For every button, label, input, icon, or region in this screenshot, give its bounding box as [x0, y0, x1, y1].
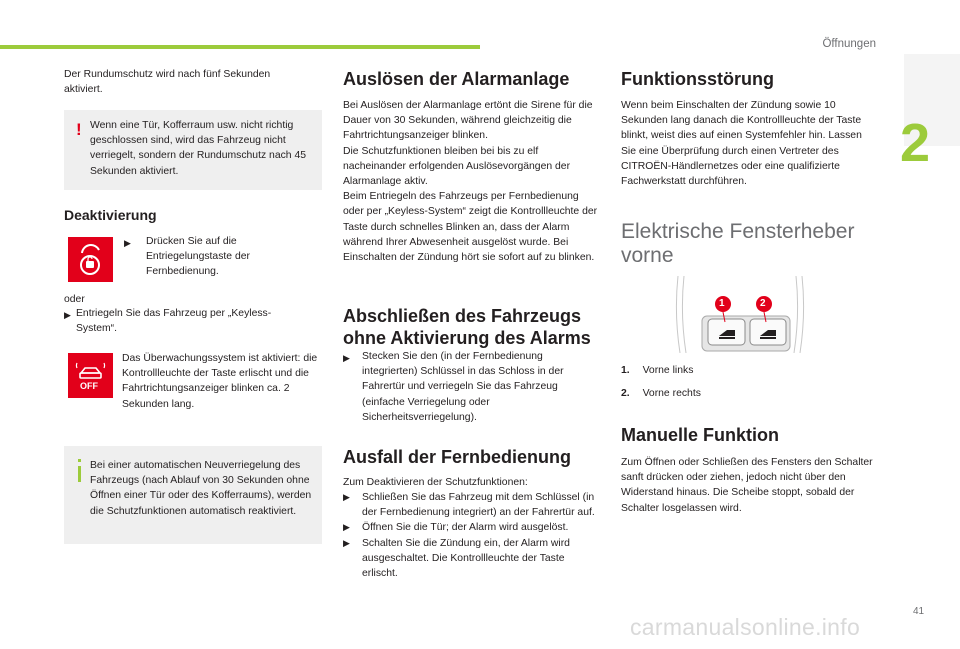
bullet-icon: ▶: [343, 353, 350, 363]
remote-intro: Zum Deaktivieren der Schutzfunktionen:: [343, 477, 528, 488]
deactivation-step: Drücken Sie auf die Entriegelungstaste der Fernbedienung.: [146, 236, 250, 278]
off-label: OFF: [80, 381, 98, 391]
callout-2: 2: [760, 298, 766, 309]
list-item: [343, 490, 601, 520]
warning-box: [64, 110, 322, 190]
header-accent-bar: [0, 45, 480, 49]
callout-1: 1: [719, 298, 725, 309]
info-icon: [78, 466, 81, 482]
lock-step: Stecken Sie den (in der Fernbedienung integrierten) Schlüssel in das Schloss in der Fahrertür und verriegeln Sie das Fahrzeug (einfache Verriegelung oder Sicherheitsverriegelung).: [362, 351, 564, 423]
remote-heading: Ausfall der Fernbedienung: [343, 447, 572, 467]
legend-text: Vorne rechts: [642, 388, 701, 399]
window-switch-illustration: [672, 276, 808, 353]
remote-step-1: Schließen Sie das Fahrzeug mit dem Schlüssel (in der Fernbedienung integriert) an der Fahrertür auf.: [362, 492, 595, 519]
legend-num: 2.: [621, 388, 630, 399]
bullet-icon: ▶: [64, 310, 71, 320]
alarm-heading: Auslösen der Alarmanlage: [343, 69, 570, 89]
remote-step-2: Öffnen Sie die Tür; der Alarm wird ausgelöst.: [362, 522, 569, 534]
manual-heading: Manuelle Funktion: [621, 425, 780, 445]
watermark: carmanualsonline.info: [630, 614, 861, 640]
lock-heading: Abschließen des Fahrzeugs ohne Aktivierung des Alarms: [343, 306, 591, 348]
bullet-icon: ▶: [343, 537, 350, 548]
legend-item-2: [621, 386, 701, 401]
alarm-text: Bei Auslösen der Alarmanlage ertönt die Sirene für die Dauer von 30 Sekunden, während gleichzeitig die Fahrtrichtungsanzeiger blinken. Die Schutzfunktionen bleiben bei bis zu elf nacheinander erfolgenden Auslösevorgängen der Alarmanlage aktiv. Beim Entriegeln des Fahrzeugs per Fernbedienung oder per „Keyless-System“ zeigt die Kontrollleuchte der Taste durch schnelles Blinken an, dass der Alarm während Ihrer Abwesenheit ausgelöst wurde. Bei Einschalten der Zündung hört sie sofort auf zu blinken.: [343, 100, 598, 264]
legend-item-1: [621, 363, 693, 378]
windows-heading: Elektrische Fensterheber vorne: [621, 220, 855, 267]
alarm-off-icon: [68, 353, 113, 398]
chapter-number: 2: [900, 113, 931, 173]
manual-text: Zum Öffnen oder Schließen des Fensters den Schalter sanft drücken oder ziehen, jedoch nicht über den Widerstand hinaus. Die Scheibe stoppt, sobald der Schalter losgelassen wird.: [621, 457, 873, 514]
remote-step-3: Schalten Sie die Zündung ein, der Alarm wird ausgeschaltet. Die Kontrollleuchte der Taste erlischt.: [362, 537, 570, 580]
unlock-icon: [68, 237, 113, 282]
list-item: [343, 520, 601, 535]
status-text: Das Überwachungssystem ist aktiviert: die Kontrollleuchte der Taste erlischt und die Fahrtrichtungsanzeiger blinken ca. 2 Sekunden lang.: [122, 353, 318, 410]
info-box: [64, 446, 322, 544]
page-number: 41: [913, 606, 925, 617]
bullet-icon: ▶: [343, 522, 350, 533]
remote-steps: [343, 490, 601, 581]
warning-text: Wenn eine Tür, Kofferraum usw. nicht richtig geschlossen sind, wird das Fahrzeug nicht verriegelt, sondern der Rundumschutz nach 45 Sekunden aktiviert.: [90, 120, 307, 177]
list-item: [343, 536, 582, 582]
info-text: Bei einer automatischen Neuverriegelung des Fahrzeugs (nach Ablauf von 30 Sekunden ohne Öffnen einer Tür oder des Kofferraums), werden die Schutzfunktionen automatisch reaktiviert.: [90, 460, 312, 517]
intro-text: Der Rundumschutz wird nach fünf Sekunden aktiviert.: [64, 69, 271, 96]
fault-text: Wenn beim Einschalten der Zündung sowie 10 Sekunden lang danach die Kontrollleuchte der Taste blinkt, weist dies auf einen Systemfehler hin. Lassen Sie eine Überprüfung durch einen Vertreter des CITROËN-Händlernetzes oder eine qualifizierte Fachwerkstatt durchführen.: [621, 100, 862, 188]
bullet-icon: ▶: [124, 238, 131, 248]
fault-heading: Funktionsstörung: [621, 69, 774, 89]
bullet-icon: ▶: [343, 492, 350, 502]
keyless-step: Entriegeln Sie das Fahrzeug per „Keyless-System“.: [76, 308, 272, 335]
section-title: Öffnungen: [822, 38, 876, 50]
warning-icon: !: [76, 120, 82, 139]
legend-text: Vorne links: [642, 365, 694, 376]
deactivation-heading: Deaktivierung: [64, 207, 157, 223]
legend-num: 1.: [621, 365, 630, 376]
oder-text: oder: [64, 294, 85, 305]
